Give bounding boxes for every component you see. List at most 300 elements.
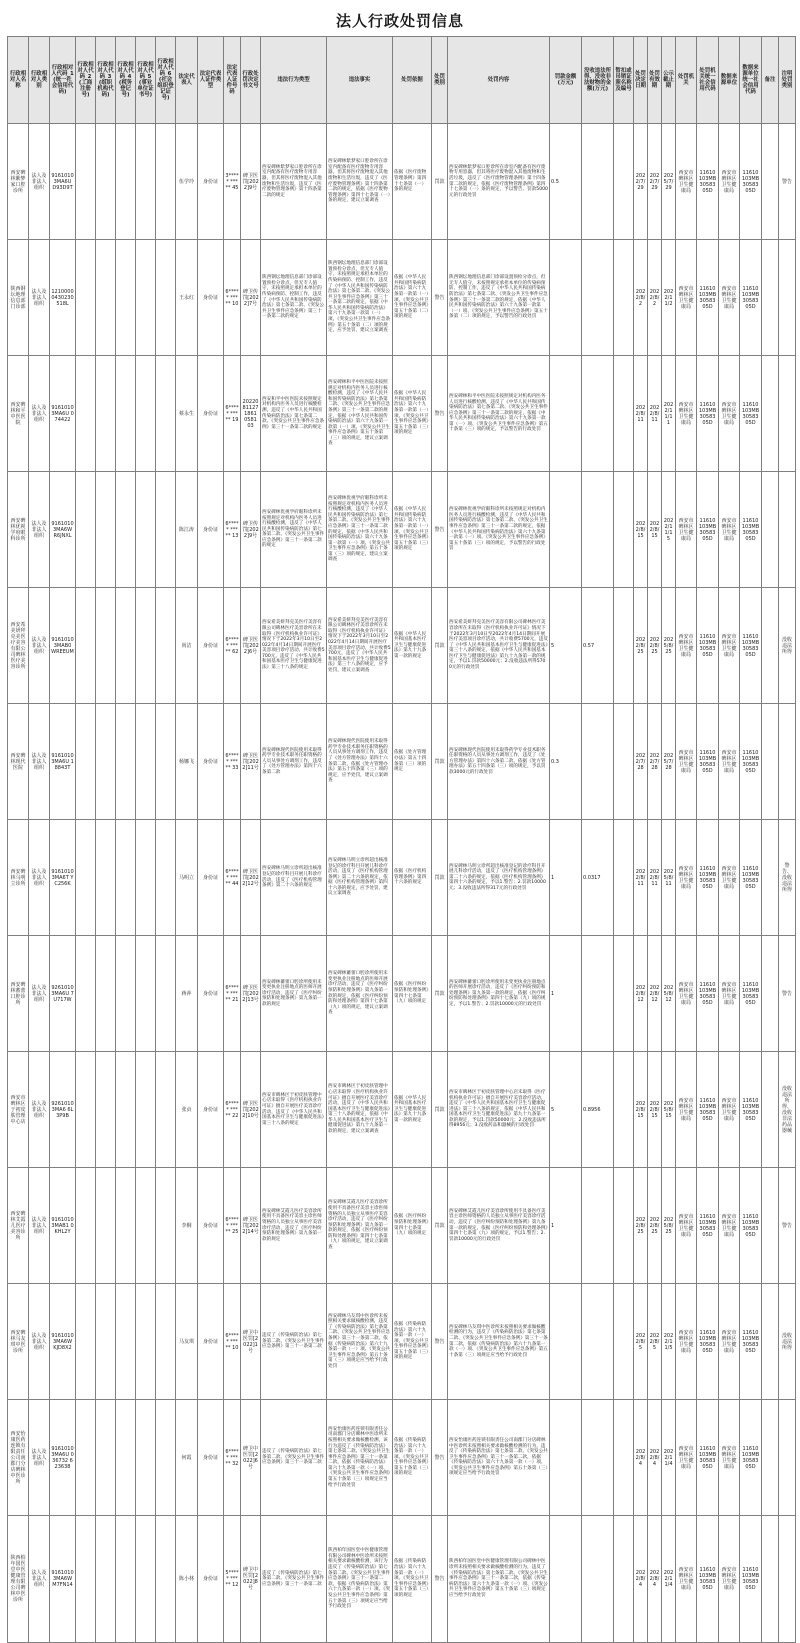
subject-name: 陕西钢坛地理信息部门诊部 — [8, 240, 29, 356]
credit-code: 91610103MA6T YC256K — [50, 820, 76, 936]
penalty-content: 西安碑林和平中医医院未按照规定对机构内医务人员进行核酸检测，违反了《中华人民共和国传染病防治法》第七条第二款、《突发公共卫生事件应急条例》第三十一条第二款的规定，依据《中华人民共和国传染病防治法》第六十九条第一款第（一）项、《突发公共卫生事件应急条例》第五十条第（三）项的规定，予以警告的行政处罚 — [448, 356, 550, 472]
violation-facts: 西安碑林马明立诊所超出核准登记的诊疗科目开展儿科诊疗活动，违反了《医疗机构管理条例》第二十六条的规定，依据《医疗机构管理条例》第四十六条的规定，应予处罚，建议立案调查 — [327, 820, 393, 936]
decision-doc-no: 碑卫中医罚[2022]8号 — [241, 1516, 261, 1643]
org-code — [96, 240, 116, 356]
legal-representative: 蔡永生 — [176, 356, 198, 472]
license-name — [614, 1284, 634, 1400]
table-row — [8, 820, 796, 936]
penalty-class-note — [779, 1400, 796, 1516]
subject-name: 西安碑林艾霞儿医疗美容诊所 — [8, 1168, 29, 1284]
reg-no — [76, 1168, 96, 1284]
data-source-code: 11610103MB3058305D — [740, 472, 762, 588]
fine-amount: 1 — [550, 936, 582, 1052]
fine-amount: 0.3 — [550, 704, 582, 820]
column-header: 行政相对人代码_5(事业单位证书号) — [136, 37, 156, 124]
data-source: 西安市碑林区卫生健康局 — [719, 588, 740, 704]
penalty-class-note — [779, 240, 796, 356]
data-source: 西安市碑林区卫生健康局 — [719, 936, 740, 1052]
license-name — [614, 124, 634, 240]
table-row — [8, 1168, 796, 1284]
credit-code: 91610103MA6U 18843T — [50, 704, 76, 820]
org-code — [96, 820, 116, 936]
credit-code: 91610103MAB1 0KHL2Y — [50, 1168, 76, 1284]
publicity-deadline: 2025/8/25 — [662, 1168, 676, 1284]
column-header: 没收违法所得、没收非法财物的金额(万元) — [582, 37, 614, 124]
confiscation-amount — [582, 1168, 614, 1284]
confiscation-amount — [582, 472, 614, 588]
penalty-authority: 西安市碑林区卫生健康局 — [676, 588, 697, 704]
social-org-no — [156, 1284, 176, 1400]
publicity-deadline: 2022/11/4 — [662, 1516, 676, 1643]
column-header: 行政处罚决定书文号 — [241, 37, 261, 124]
confiscation-amount — [582, 1284, 614, 1400]
column-header: 行政相对人代码_2(工商注册号) — [76, 37, 96, 124]
decision-date: 2022/8/25 — [634, 1168, 648, 1284]
violation-facts: 西安碑林艾霞儿医疗美容诊所使用不具备医疗美容主诊医师资格的人员独立从事医疗美容诊疗活动，违反了《医疗纠纷预防和处理条例》第九条第一款的规定，依据《医疗纠纷预防和处理条例》第四十七条第（九）项的规定，建议立案调查 — [327, 1168, 393, 1284]
org-code — [96, 1516, 116, 1643]
id-type: 身份证 — [198, 820, 224, 936]
penalty-class-note: 没收违法所得 — [779, 588, 796, 704]
reg-no — [76, 1400, 96, 1516]
reg-no — [76, 240, 96, 356]
penalty-class-note: 没收违法所得 — [779, 1284, 796, 1400]
org-code — [96, 1052, 116, 1168]
data-source-code: 11610103MB3058305D — [740, 936, 762, 1052]
social-org-no — [156, 472, 176, 588]
table-row — [8, 704, 796, 820]
column-header: 罚款金额(万元) — [550, 37, 582, 124]
institution-no — [136, 588, 156, 704]
decision-doc-no: 20220811271861 0581 03 — [241, 356, 261, 472]
institution-no — [136, 124, 156, 240]
valid-date: 2022/8/15 — [648, 1052, 662, 1168]
penalty-class-note: 警告、没收违法所得 — [779, 820, 796, 936]
tax-no — [116, 588, 136, 704]
authority-credit-code: 11610103MB3058305D — [697, 1516, 719, 1643]
penalty-content: 西安碑林紫梦家口腔诊所在诊室内配备有医疗废物专用容器，但其将医疗废物混入其他废物和生活垃圾，违反了《医疗废物管理条例》第十四条第二款的规定，依据《医疗废物管理条例》第四十七条第（一）条的规定，予以警告、罚款5000元的行政处罚 — [448, 124, 550, 240]
institution-no — [136, 472, 156, 588]
data-source: 西安市碑林区卫生健康局 — [719, 1400, 740, 1516]
legal-representative: 李桐 — [176, 1168, 198, 1284]
fine-amount — [550, 356, 582, 472]
remark — [762, 356, 779, 472]
violation-type: 西安和平中医医院未按照规定对机构内医务人员进行核酸检测，违反了《中华人民共和国传染病防治法》第七条第二款、《突发公共卫生事件应急条例》第三十一条第二款的规定 — [261, 356, 327, 472]
column-header: 处罚依据 — [393, 37, 432, 124]
confiscation-amount — [582, 936, 614, 1052]
fine-amount: 5 — [550, 588, 582, 704]
id-number: 3***** ***** 45 — [224, 124, 241, 240]
legal-representative: 陈江涛 — [176, 472, 198, 588]
remark — [762, 704, 779, 820]
decision-date: 2022/8/12 — [634, 936, 648, 1052]
org-code — [96, 124, 116, 240]
table-row — [8, 1284, 796, 1400]
penalty-basis: 依据《处方管理办法》第五十四条第（三）项的规定 — [393, 704, 432, 820]
violation-type: 西安碑林艾霞儿医疗美容诊所使用不具备医疗美容主诊医师资格的人员独立从事医疗美容诊疗活动，违反了《医疗纠纷预防和处理条例》第九条第一款的规定 — [261, 1168, 327, 1284]
table-row — [8, 1400, 796, 1516]
decision-doc-no: 碑卫传罚[2022]9号 — [241, 472, 261, 588]
credit-code: 91610103MAB0 WREEUM — [50, 588, 76, 704]
remark — [762, 1516, 779, 1643]
penalty-basis: 依据《中华人民共和国基本医疗卫生与健康促进法》第九十九条第一款的规定 — [393, 1052, 432, 1168]
column-header: 处罚机关 — [676, 37, 697, 124]
decision-date: 2022/7/29 — [634, 124, 648, 240]
decision-date: 2022/7/28 — [634, 704, 648, 820]
license-name — [614, 936, 634, 1052]
authority-credit-code: 11610103MB3058305D — [697, 240, 719, 356]
subject-name: 西安碑林现代医院 — [8, 704, 29, 820]
penalty-class-note — [779, 472, 796, 588]
penalty-type: 罚款 — [432, 704, 448, 820]
table-row — [8, 1052, 796, 1168]
institution-no — [136, 1284, 156, 1400]
credit-code: 91610103MA6U 036732 623638 — [50, 1400, 76, 1516]
penalty-basis: 依据《医疗纠纷预防和处理条例》第四十七条第（九）项的规定 — [393, 1168, 432, 1284]
subject-category: 法人及非法人组织 — [29, 1168, 50, 1284]
fine-amount — [550, 1400, 582, 1516]
credit-code: 92610103MA6 6L3P9B — [50, 1052, 76, 1168]
tax-no — [116, 1516, 136, 1643]
table-row — [8, 1516, 796, 1643]
id-number: 6***** ***** 32 — [224, 1400, 241, 1516]
subject-category: 法人及非法人组织 — [29, 1516, 50, 1643]
license-name — [614, 704, 634, 820]
authority-credit-code: 11610103MB3058305D — [697, 588, 719, 704]
legal-representative: 尚洁 — [176, 588, 198, 704]
data-source: 西安市碑林区卫生健康局 — [719, 240, 740, 356]
social-org-no — [156, 704, 176, 820]
fine-amount: 1 — [550, 1168, 582, 1284]
legal-representative: 蒋萍 — [176, 936, 198, 1052]
decision-doc-no: 碑卫医罚[2022]12号 — [241, 820, 261, 936]
data-source-code: 11610103MB3058305D — [740, 240, 762, 356]
social-org-no — [156, 936, 176, 1052]
id-number: 6***** ***** 62 — [224, 588, 241, 704]
publicity-deadline: 2022/11/5 — [662, 1284, 676, 1400]
penalty-basis: 依据《中华人民共和国基本医疗卫生与健康促进法》第九十九条第一款的规定 — [393, 588, 432, 704]
institution-no — [136, 1400, 156, 1516]
data-source-code: 11610103MB3058305D — [740, 588, 762, 704]
decision-doc-no: 碑卫医罚[2022]10号 — [241, 1052, 261, 1168]
reg-no — [76, 704, 96, 820]
valid-date: 2022/7/29 — [648, 124, 662, 240]
license-name — [614, 588, 634, 704]
institution-no — [136, 936, 156, 1052]
valid-date: 2022/8/25 — [648, 1168, 662, 1284]
column-header: 处罚类别 — [432, 37, 448, 124]
subject-category: 法人及非法人组织 — [29, 820, 50, 936]
publicity-deadline: 2022/11/2 — [662, 240, 676, 356]
penalty-content: 陕西钢坛地理信息部门诊部设置预检分诊点，但无专人值守，未按照规定承担本单位的传染病预防、控制工作，违反了《中华人民共和国传染病防治法》第七条第二款、《突发公共卫生事件应急条例》第三十一条第二款的规定，依据《中华人民共和国传染病防治法》第六十九条第一款第（一）项、《突发公共卫生事件应急条例》第五十条第（二）项的规定，予以警告的行政处罚 — [448, 240, 550, 356]
authority-credit-code: 11610103MB3058305D — [697, 1284, 719, 1400]
data-source: 西安市碑林区卫生健康局 — [719, 1052, 740, 1168]
reg-no — [76, 1516, 96, 1643]
id-type: 身份证 — [198, 1516, 224, 1643]
license-name — [614, 1400, 634, 1516]
table-row — [8, 588, 796, 704]
decision-doc-no: 碑卫医罚[2022]9号 — [241, 124, 261, 240]
confiscation-amount — [582, 1400, 614, 1516]
subject-name: 西安市碑林区于初皮肤管理中心店 — [8, 1052, 29, 1168]
violation-type: 陕西钢坛地理信息部门诊部设置预检分诊点，但无专人值守，未按照规定承担本单位的传染病预防、控制工作，违反了《中华人民共和国传染病防治法》第七条第二款、《突发公共卫生事件应急条例》第三十一条第二款的规定 — [261, 240, 327, 356]
subject-name: 西安碑林马友琪中医诊所 — [8, 1284, 29, 1400]
remark — [762, 1052, 779, 1168]
reg-no — [76, 588, 96, 704]
violation-type: 西安碑林优视学府眼科诊所未按照规定对机构内医务人员进行核酸检测，违反了《中华人民共和国传染病防治法》第七条第二款、《突发公共卫生事件应急条例》第三十一条第二款的规定 — [261, 472, 327, 588]
column-header: 行政相对人代码_3(组织机构代码) — [96, 37, 116, 124]
column-header: 行政相对人代码_1(统一社会信用代码) — [50, 37, 76, 124]
decision-date: 2022/8/15 — [634, 472, 648, 588]
decision-doc-no: 碑卫医罚[2022]6号 — [241, 588, 261, 704]
institution-no — [136, 820, 156, 936]
penalty-authority: 西安市碑林区卫生健康局 — [676, 936, 697, 1052]
remark — [762, 820, 779, 936]
authority-credit-code: 11610103MB3058305D — [697, 472, 719, 588]
id-number: 5***** ***** 12 — [224, 1516, 241, 1643]
penalty-type: 罚款 — [432, 820, 448, 936]
penalty-authority: 西安市碑林区卫生健康局 — [676, 124, 697, 240]
violation-type: 西安碑林马明立诊所超出核准登记的诊疗科目开展儿科诊疗活动，违反了《医疗机构管理条例》第二十六条的规定 — [261, 820, 327, 936]
penalty-authority: 西安市碑林区卫生健康局 — [676, 1284, 697, 1400]
remark — [762, 124, 779, 240]
authority-credit-code: 11610103MB3058305D — [697, 1052, 719, 1168]
column-header: 法定代表人 — [176, 37, 198, 124]
penalty-class-note: 没收违法所得、没收非法药品器械 — [779, 1052, 796, 1168]
table-row — [8, 936, 796, 1052]
legal-representative: 张贞 — [176, 1052, 198, 1168]
publicity-deadline: 2025/8/11 — [662, 820, 676, 936]
id-type: 身份证 — [198, 124, 224, 240]
penalty-type: 警告 — [432, 472, 448, 588]
credit-code: 91610103MA6W KJD8X2 — [50, 1284, 76, 1400]
column-header: 违法事实 — [327, 37, 393, 124]
publicity-deadline: 2022/11/15 — [662, 472, 676, 588]
penalty-class-note: 警告 — [779, 1168, 796, 1284]
decision-doc-no: 碑卫中医罚[2022]6号 — [241, 1400, 261, 1516]
authority-credit-code: 11610103MB3058305D — [697, 704, 719, 820]
decision-date: 2022/8/11 — [634, 356, 648, 472]
fine-amount — [550, 1284, 582, 1400]
violation-facts: 西安碑林蓄蕾口腔诊所使用未变更执业注册地点的医师开展诊疗活动，违反了《医疗纠纷预防和处理条例》第九条第一款的规定，依据《医疗纠纷预防和处理条例》第四十七条第（九）项的规定，建议立案调查 — [327, 936, 393, 1052]
org-code — [96, 1400, 116, 1516]
penalty-authority: 西安市碑林区卫生健康局 — [676, 704, 697, 820]
id-number: 6***** ***** 22 — [224, 1052, 241, 1168]
id-number: 6***** ***** 21 — [224, 936, 241, 1052]
penalty-authority: 西安市碑林区卫生健康局 — [676, 472, 697, 588]
page-title: 法人行政处罚信息 — [335, 12, 464, 30]
license-name — [614, 1052, 634, 1168]
confiscation-amount: 0.8956 — [582, 1052, 614, 1168]
org-code — [96, 936, 116, 1052]
id-number: 6***** ***** 44 — [224, 820, 241, 936]
data-source-code: 11610103MB3058305D — [740, 704, 762, 820]
violation-type: 违反了《传染病防治法》第七条第二款、《突发公共卫生事件应急条例》第三十一条第二款 — [261, 1400, 327, 1516]
legal-representative: 王永红 — [176, 240, 198, 356]
license-name — [614, 472, 634, 588]
column-header: 行政相对人名称 — [8, 37, 29, 124]
credit-code: 92610103MA6U 7U717W — [50, 936, 76, 1052]
confiscation-amount — [582, 1516, 614, 1643]
subject-category: 法人及非法人组织 — [29, 356, 50, 472]
column-header: 违法行为类型 — [261, 37, 327, 124]
subject-name: 西安碑林马明立诊所 — [8, 820, 29, 936]
license-name — [614, 240, 634, 356]
penalty-type: 警告 — [432, 1516, 448, 1643]
id-number: 6***** ***** 10 — [224, 240, 241, 356]
decision-date: 2022/8/4 — [634, 1400, 648, 1516]
penalty-type: 警告 — [432, 356, 448, 472]
penalty-basis: 依据《医疗废物管理条例》第四十七条第（一）条的规定 — [393, 124, 432, 240]
valid-date: 2022/8/2 — [648, 240, 662, 356]
fine-amount: 5 — [550, 1052, 582, 1168]
column-header: 法定代表人证件号码 — [224, 37, 241, 124]
confiscation-amount — [582, 124, 614, 240]
violation-facts: 西安碑林优视学府眼科诊所未按照规定对机构内医务人员进行核酸检测，违反了《中华人民共和国传染病防治法》第七条第二款、《突发公共卫生事件应急条例》第三十一条第二款的规定，依据《中华人民共和国传染病防治法》第六十九条第一款第（一）项、《突发公共卫生事件应急条例》第五十条第（三）项的规定，建议立案调查 — [327, 472, 393, 588]
remark — [762, 240, 779, 356]
penalty-type: 罚款 — [432, 936, 448, 1052]
org-code — [96, 356, 116, 472]
social-org-no — [156, 1400, 176, 1516]
id-number: 6***** ***** 25 — [224, 1168, 241, 1284]
tax-no — [116, 356, 136, 472]
social-org-no — [156, 1516, 176, 1643]
penalty-authority: 西安市碑林区卫生健康局 — [676, 1516, 697, 1643]
valid-date: 2022/8/11 — [648, 820, 662, 936]
column-header: 法定代表人证件类型 — [198, 37, 224, 124]
publicity-deadline: 2025/7/28 — [662, 704, 676, 820]
penalty-authority: 西安市碑林区卫生健康局 — [676, 1052, 697, 1168]
id-type: 身份证 — [198, 240, 224, 356]
id-type: 身份证 — [198, 1168, 224, 1284]
reg-no — [76, 356, 96, 472]
subject-category: 法人及非法人组织 — [29, 588, 50, 704]
penalty-authority: 西安市碑林区卫生健康局 — [676, 356, 697, 472]
decision-doc-no: 碑卫医罚[2022]14号 — [241, 1168, 261, 1284]
legal-representative: 何霞 — [176, 1400, 198, 1516]
violation-facts: 陕西柏年国医堂中医健康管理有限公司碑林中医诊所未按照相关要求做核酸检测，该行为违反了《传染病防治法》第七条第二款、《突发公共卫生事件应急条例》第三十一条第二款，依据《传染病防治法》第六十九条第一款（一）项、《突发公共卫生事件应急条例》第五十条第（三）项规定应当给予行政处罚 — [327, 1516, 393, 1643]
penalty-basis: 依据《医疗机构管理条例》第四十六条的规定 — [393, 820, 432, 936]
penalty-basis: 依据《传染病防治法》第六十九条第一款（一）项、《突发公共卫生事件应急条例》第五十条第（三）项的规定 — [393, 1516, 432, 1643]
id-type: 身份证 — [198, 1284, 224, 1400]
column-header: 公示截止期 — [662, 37, 676, 124]
id-number: 6***** ***** 33 — [224, 704, 241, 820]
decision-date: 2022/8/5 — [634, 1284, 648, 1400]
authority-credit-code: 11610103MB3058305D — [697, 820, 719, 936]
tax-no — [116, 1168, 136, 1284]
penalty-table — [7, 36, 796, 1643]
institution-no — [136, 704, 156, 820]
column-header: 处罚内容 — [448, 37, 550, 124]
penalty-basis: 依据《中华人民共和国传染病防治法》第六十九条第一款第（一）项、《突发公共卫生事件应急条例》第五十条第（二）项的规定 — [393, 240, 432, 356]
authority-credit-code: 11610103MB3058305D — [697, 124, 719, 240]
institution-no — [136, 356, 156, 472]
column-header: 注明处罚类别 — [779, 37, 796, 124]
data-source-code: 11610103MB3058305D — [740, 1516, 762, 1643]
publicity-deadline: 2022/11/11 — [662, 356, 676, 472]
publicity-deadline: 2025/8/25 — [662, 588, 676, 704]
authority-credit-code: 11610103MB3058305D — [697, 1168, 719, 1284]
penalty-type: 罚款 — [432, 1052, 448, 1168]
id-type: 身份证 — [198, 472, 224, 588]
data-source: 西安市碑林区卫生健康局 — [719, 820, 740, 936]
decision-date: 2022/8/4 — [634, 1516, 648, 1643]
id-type: 身份证 — [198, 588, 224, 704]
data-source: 西安市碑林区卫生健康局 — [719, 124, 740, 240]
penalty-type: 警告 — [432, 240, 448, 356]
violation-type: 西安碑林紫梦家口腔诊所在诊室内配备有医疗废物专用容器，但其将医疗废物混入其他废物和生活垃圾，违反了《医疗废物管理条例》第十四条第二款的规定 — [261, 124, 327, 240]
penalty-class-note — [779, 1516, 796, 1643]
reg-no — [76, 472, 96, 588]
penalty-content: 西安碑林马明立诊所超出核准登记的诊疗科目开展儿科诊疗活动，违反了《医疗机构管理条例》第二十六条的规定，依据《医疗机构管理条例》第四十六条的规定，予以1.警告；2.罚款10000元；3.没收违法所得317元的行政处罚 — [448, 820, 550, 936]
valid-date: 2022/8/11 — [648, 356, 662, 472]
violation-type: 西安市碑林区于初皮肤管理中心店未取得《医疗机构执业许可证》擅自开展医疗美容诊疗活动，违反了《中华人民共和国基本医疗卫生与健康促进法》第三十八条的规定 — [261, 1052, 327, 1168]
credit-code: 91610103MA6U 074422 — [50, 356, 76, 472]
penalty-content: 西安碑林蓄蕾口腔诊所使用未变更执业注册地点的医师开展诊疗活动，违反了《医疗纠纷预防和处理条例》第九条第一款的规定，依据《医疗纠纷预防和处理条例》第四十七条第（九）项的规定，予以1.警告；2.罚款10000元的行政处罚 — [448, 936, 550, 1052]
tax-no — [116, 820, 136, 936]
legal-representative: 马明立 — [176, 820, 198, 936]
subject-name: 西安碑林蓄蕾口腔诊所 — [8, 936, 29, 1052]
id-type: 身份证 — [198, 356, 224, 472]
penalty-content: 西安怡康医药连锁有限责任公司南郡门分店碑林中医诊所未按照相关要求做核酸检测的行为，违反了《传染病防治法》第七条第二款、《突发公共卫生事件应急条例》第三十一条第二款，依据《传染病防治法》第六十九条第一款（一）项、《突发公共卫生事件应急条例》第五十条第（三）项规定应当给予行政处罚 — [448, 1400, 550, 1516]
tax-no — [116, 124, 136, 240]
remark — [762, 1168, 779, 1284]
decision-doc-no: 碑卫医罚[2022]11号 — [241, 704, 261, 820]
column-header: 数据来源单位统一社会信用代码 — [740, 37, 762, 124]
penalty-class-note: 警告 — [779, 124, 796, 240]
violation-type: 西安碑林蓄蕾口腔诊所使用未变更执业注册地点的医师开展诊疗活动，违反了《医疗纠纷预防和处理条例》第九条第一款的规定 — [261, 936, 327, 1052]
credit-code: 12100000430230518L — [50, 240, 76, 356]
remark — [762, 472, 779, 588]
column-header: 行政相对人代码_6(社会组织登记证号) — [156, 37, 176, 124]
violation-type: 违反了《传染病防治法》第七条第二款、《突发公共卫生事件应急条例》第三十一条第二款 — [261, 1516, 327, 1643]
violation-type: 违反了《传染病防治法》第七条第二款、《突发公共卫生事件应急条例》第三十一条第二款 — [261, 1284, 327, 1400]
license-name — [614, 356, 634, 472]
subject-category: 法人及非法人组织 — [29, 472, 50, 588]
credit-code: 91610103MA6W R6JNXL — [50, 472, 76, 588]
decision-doc-no: 碑卫医罚[2022]13号 — [241, 936, 261, 1052]
social-org-no — [156, 1168, 176, 1284]
column-header: 备注 — [762, 37, 779, 124]
subject-name: 西安碑林优视学府眼科诊所 — [8, 472, 29, 588]
violation-facts: 西安怡康医药连锁有限责任公司南郡门分店碑林中医诊所未按照相关要求做核酸检测，该行为违反了《传染病防治法》第七条第二款、《突发公共卫生事件应急条例》第三十一条第二款，依据《传染病防治法》第六十九条第一款（一）项、《突发公共卫生事件应急条例》第五十条第（三）项规定应当给予行政处罚 — [327, 1400, 393, 1516]
data-source-code: 11610103MB3058305D — [740, 1400, 762, 1516]
decision-doc-no: 碑卫中医罚[2022]1号 — [241, 1284, 261, 1400]
legal-representative: 马友琪 — [176, 1284, 198, 1400]
id-type: 身份证 — [198, 704, 224, 820]
table-row — [8, 356, 796, 472]
subject-category: 法人及非法人组织 — [29, 124, 50, 240]
institution-no — [136, 1052, 156, 1168]
tax-no — [116, 1400, 136, 1516]
penalty-authority: 西安市碑林区卫生健康局 — [676, 1168, 697, 1284]
violation-facts: 西安碑林现代医院使用未取得药学专业技术职务任职资格的人员从事处方调剂工作，违反了《处方管理办法》第四十六条第二款，依据《处方管理办法》第五十四条第（三）项的规定，应予处罚，建议立案调查 — [327, 704, 393, 820]
tax-no — [116, 1052, 136, 1168]
social-org-no — [156, 1052, 176, 1168]
valid-date: 2022/7/28 — [648, 704, 662, 820]
penalty-content: 西安市碑林区于初皮肤管理中心店未取得《医疗机构执业许可证》擅自开展医疗美容诊疗活动，违反了《中华人民共和国基本医疗卫生与健康促进法》第三十八条的规定，依据《中华人民共和国基本医疗卫生与健康促进法》第九十九条第一款的规定，予以1.罚款50000元；2.没收违法所得8956元；3.没收药品和器械的行政处罚 — [448, 1052, 550, 1168]
reg-no — [76, 1284, 96, 1400]
violation-facts: 陕西钢坛地理信息部门诊部设置预检分诊点，但无专人值守，未按照规定承担本单位的传染病预防、控制工作，违反了《中华人民共和国传染病防治法》第七条第二款、《突发公共卫生事件应急条例》第三十一条第二款的规定，依据《中华人民共和国传染病防治法》第六十九条第一款第（一）项、《突发公共卫生事件应急条例》第五十条第（二）项的规定，应予处罚，建议立案调查 — [327, 240, 393, 356]
data-source-code: 11610103MB3058305D — [740, 1052, 762, 1168]
reg-no — [76, 820, 96, 936]
id-number: 6***** ***** 10 — [224, 1284, 241, 1400]
fine-amount — [550, 240, 582, 356]
subject-name: 陕西柏年国医堂中医健康管理有限公司碑林中医诊所 — [8, 1516, 29, 1643]
subject-category: 法人及非法人组织 — [29, 1400, 50, 1516]
remark — [762, 588, 779, 704]
tax-no — [116, 704, 136, 820]
penalty-content: 西安碑林优视学府眼科诊所未按照规定对机构内医务人员进行核酸检测，违反了《中华人民共和国传染病防治法》第七条第二款、《突发公共卫生事件应急条例》第三十一条第二款的规定，依据《中华人民共和国传染病防治法》第六十九条第一款第（一）项、《突发公共卫生事件应急条例》第五十条第（三）项的规定，予以警告的行政处罚 — [448, 472, 550, 588]
